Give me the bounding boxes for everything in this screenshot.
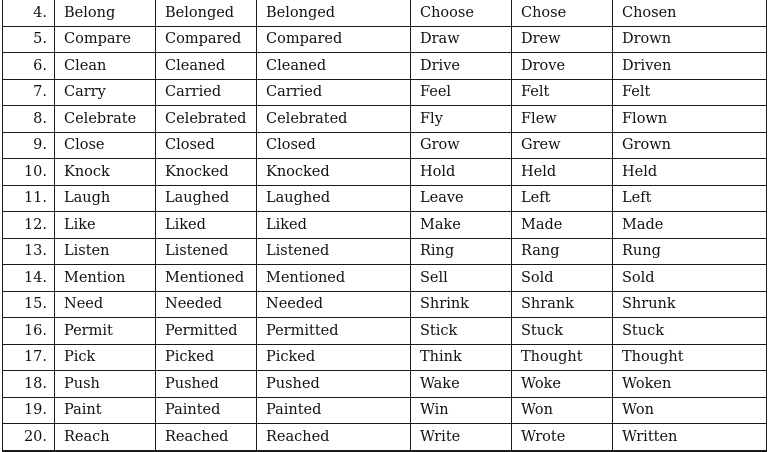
table-row	[3, 318, 767, 345]
table-row	[3, 344, 767, 371]
row-number-cell: 6.	[3, 53, 55, 80]
irregular-participle-form-cell: Thought	[613, 344, 767, 371]
regular-past-form-cell: Laughed	[156, 185, 257, 212]
table-row	[3, 79, 767, 106]
regular-participle-form-cell: Mentioned	[257, 265, 411, 292]
regular-participle-form-cell: Picked	[257, 344, 411, 371]
row-number-cell: 20.	[3, 424, 55, 451]
irregular-participle-form-cell: Chosen	[613, 0, 767, 26]
regular-base-form-cell: Close	[55, 132, 156, 159]
irregular-participle-form-cell: Shrunk	[613, 291, 767, 318]
irregular-participle-form-cell: Rung	[613, 238, 767, 265]
regular-participle-form-cell: Pushed	[257, 371, 411, 398]
regular-past-form-cell: Liked	[156, 212, 257, 239]
irregular-past-form-cell: Drove	[512, 53, 613, 80]
irregular-past-form-cell: Sold	[512, 265, 613, 292]
irregular-participle-form-cell: Left	[613, 185, 767, 212]
irregular-past-form-cell: Wrote	[512, 424, 613, 451]
irregular-base-form-cell: Write	[411, 424, 512, 451]
row-number-cell: 16.	[3, 318, 55, 345]
table-row	[3, 53, 767, 80]
row-number-cell: 13.	[3, 238, 55, 265]
row-number-cell: 12.	[3, 212, 55, 239]
regular-participle-form-cell: Painted	[257, 397, 411, 424]
table-row	[3, 238, 767, 265]
regular-participle-form-cell: Listened	[257, 238, 411, 265]
irregular-participle-form-cell: Won	[613, 397, 767, 424]
regular-participle-form-cell: Celebrated	[257, 106, 411, 133]
table-row	[3, 159, 767, 186]
table-row	[3, 212, 767, 239]
regular-participle-form-cell: Liked	[257, 212, 411, 239]
irregular-base-form-cell: Shrink	[411, 291, 512, 318]
irregular-base-form-cell: Think	[411, 344, 512, 371]
irregular-participle-form-cell: Written	[613, 424, 767, 451]
regular-base-form-cell: Laugh	[55, 185, 156, 212]
irregular-participle-form-cell: Woken	[613, 371, 767, 398]
regular-participle-form-cell: Compared	[257, 26, 411, 53]
regular-base-form-cell: Permit	[55, 318, 156, 345]
regular-participle-form-cell: Closed	[257, 132, 411, 159]
regular-participle-form-cell: Reached	[257, 424, 411, 451]
table-row	[3, 397, 767, 424]
regular-base-form-cell: Mention	[55, 265, 156, 292]
table-row	[3, 185, 767, 212]
regular-participle-form-cell: Carried	[257, 79, 411, 106]
regular-participle-form-cell: Belonged	[257, 0, 411, 26]
table-row	[3, 0, 767, 26]
regular-participle-form-cell: Laughed	[257, 185, 411, 212]
row-number-cell: 10.	[3, 159, 55, 186]
table-row	[3, 26, 767, 53]
irregular-past-form-cell: Made	[512, 212, 613, 239]
irregular-past-form-cell: Grew	[512, 132, 613, 159]
regular-base-form-cell: Compare	[55, 26, 156, 53]
irregular-participle-form-cell: Flown	[613, 106, 767, 133]
regular-past-form-cell: Needed	[156, 291, 257, 318]
irregular-base-form-cell: Ring	[411, 238, 512, 265]
irregular-past-form-cell: Held	[512, 159, 613, 186]
irregular-participle-form-cell: Sold	[613, 265, 767, 292]
irregular-past-form-cell: Woke	[512, 371, 613, 398]
irregular-past-form-cell: Felt	[512, 79, 613, 106]
regular-base-form-cell: Pick	[55, 344, 156, 371]
regular-participle-form-cell: Cleaned	[257, 53, 411, 80]
regular-base-form-cell: Clean	[55, 53, 156, 80]
row-number-cell: 18.	[3, 371, 55, 398]
regular-past-form-cell: Closed	[156, 132, 257, 159]
regular-participle-form-cell: Needed	[257, 291, 411, 318]
irregular-participle-form-cell: Felt	[613, 79, 767, 106]
irregular-base-form-cell: Drive	[411, 53, 512, 80]
row-number-cell: 8.	[3, 106, 55, 133]
regular-participle-form-cell: Knocked	[257, 159, 411, 186]
regular-past-form-cell: Listened	[156, 238, 257, 265]
irregular-base-form-cell: Sell	[411, 265, 512, 292]
table-row	[3, 371, 767, 398]
regular-base-form-cell: Reach	[55, 424, 156, 451]
irregular-base-form-cell: Hold	[411, 159, 512, 186]
row-number-cell: 19.	[3, 397, 55, 424]
verb-table	[2, 0, 767, 452]
irregular-base-form-cell: Draw	[411, 26, 512, 53]
regular-participle-form-cell: Permitted	[257, 318, 411, 345]
regular-past-form-cell: Carried	[156, 79, 257, 106]
table-row	[3, 265, 767, 292]
irregular-past-form-cell: Stuck	[512, 318, 613, 345]
table-row	[3, 106, 767, 133]
verb-table-body	[3, 0, 767, 451]
table-row	[3, 424, 767, 451]
irregular-past-form-cell: Thought	[512, 344, 613, 371]
regular-base-form-cell: Paint	[55, 397, 156, 424]
table-row	[3, 291, 767, 318]
regular-base-form-cell: Push	[55, 371, 156, 398]
irregular-past-form-cell: Left	[512, 185, 613, 212]
regular-past-form-cell: Picked	[156, 344, 257, 371]
regular-past-form-cell: Celebrated	[156, 106, 257, 133]
regular-base-form-cell: Like	[55, 212, 156, 239]
regular-base-form-cell: Belong	[55, 0, 156, 26]
irregular-past-form-cell: Rang	[512, 238, 613, 265]
irregular-base-form-cell: Fly	[411, 106, 512, 133]
row-number-cell: 14.	[3, 265, 55, 292]
regular-past-form-cell: Knocked	[156, 159, 257, 186]
regular-past-form-cell: Pushed	[156, 371, 257, 398]
regular-base-form-cell: Listen	[55, 238, 156, 265]
regular-base-form-cell: Celebrate	[55, 106, 156, 133]
irregular-participle-form-cell: Held	[613, 159, 767, 186]
row-number-cell: 15.	[3, 291, 55, 318]
regular-past-form-cell: Reached	[156, 424, 257, 451]
irregular-base-form-cell: Feel	[411, 79, 512, 106]
irregular-past-form-cell: Flew	[512, 106, 613, 133]
regular-past-form-cell: Mentioned	[156, 265, 257, 292]
irregular-participle-form-cell: Driven	[613, 53, 767, 80]
irregular-base-form-cell: Win	[411, 397, 512, 424]
regular-past-form-cell: Painted	[156, 397, 257, 424]
table-row	[3, 132, 767, 159]
regular-base-form-cell: Carry	[55, 79, 156, 106]
regular-base-form-cell: Need	[55, 291, 156, 318]
irregular-past-form-cell: Won	[512, 397, 613, 424]
irregular-past-form-cell: Drew	[512, 26, 613, 53]
irregular-base-form-cell: Stick	[411, 318, 512, 345]
irregular-base-form-cell: Make	[411, 212, 512, 239]
irregular-participle-form-cell: Grown	[613, 132, 767, 159]
regular-base-form-cell: Knock	[55, 159, 156, 186]
row-number-cell: 11.	[3, 185, 55, 212]
irregular-participle-form-cell: Drown	[613, 26, 767, 53]
irregular-participle-form-cell: Stuck	[613, 318, 767, 345]
row-number-cell: 4.	[3, 0, 55, 26]
irregular-past-form-cell: Shrank	[512, 291, 613, 318]
regular-past-form-cell: Compared	[156, 26, 257, 53]
irregular-base-form-cell: Choose	[411, 0, 512, 26]
irregular-past-form-cell: Chose	[512, 0, 613, 26]
row-number-cell: 9.	[3, 132, 55, 159]
irregular-base-form-cell: Leave	[411, 185, 512, 212]
irregular-base-form-cell: Grow	[411, 132, 512, 159]
row-number-cell: 7.	[3, 79, 55, 106]
row-number-cell: 5.	[3, 26, 55, 53]
regular-past-form-cell: Permitted	[156, 318, 257, 345]
regular-past-form-cell: Belonged	[156, 0, 257, 26]
row-number-cell: 17.	[3, 344, 55, 371]
irregular-participle-form-cell: Made	[613, 212, 767, 239]
irregular-base-form-cell: Wake	[411, 371, 512, 398]
regular-past-form-cell: Cleaned	[156, 53, 257, 80]
